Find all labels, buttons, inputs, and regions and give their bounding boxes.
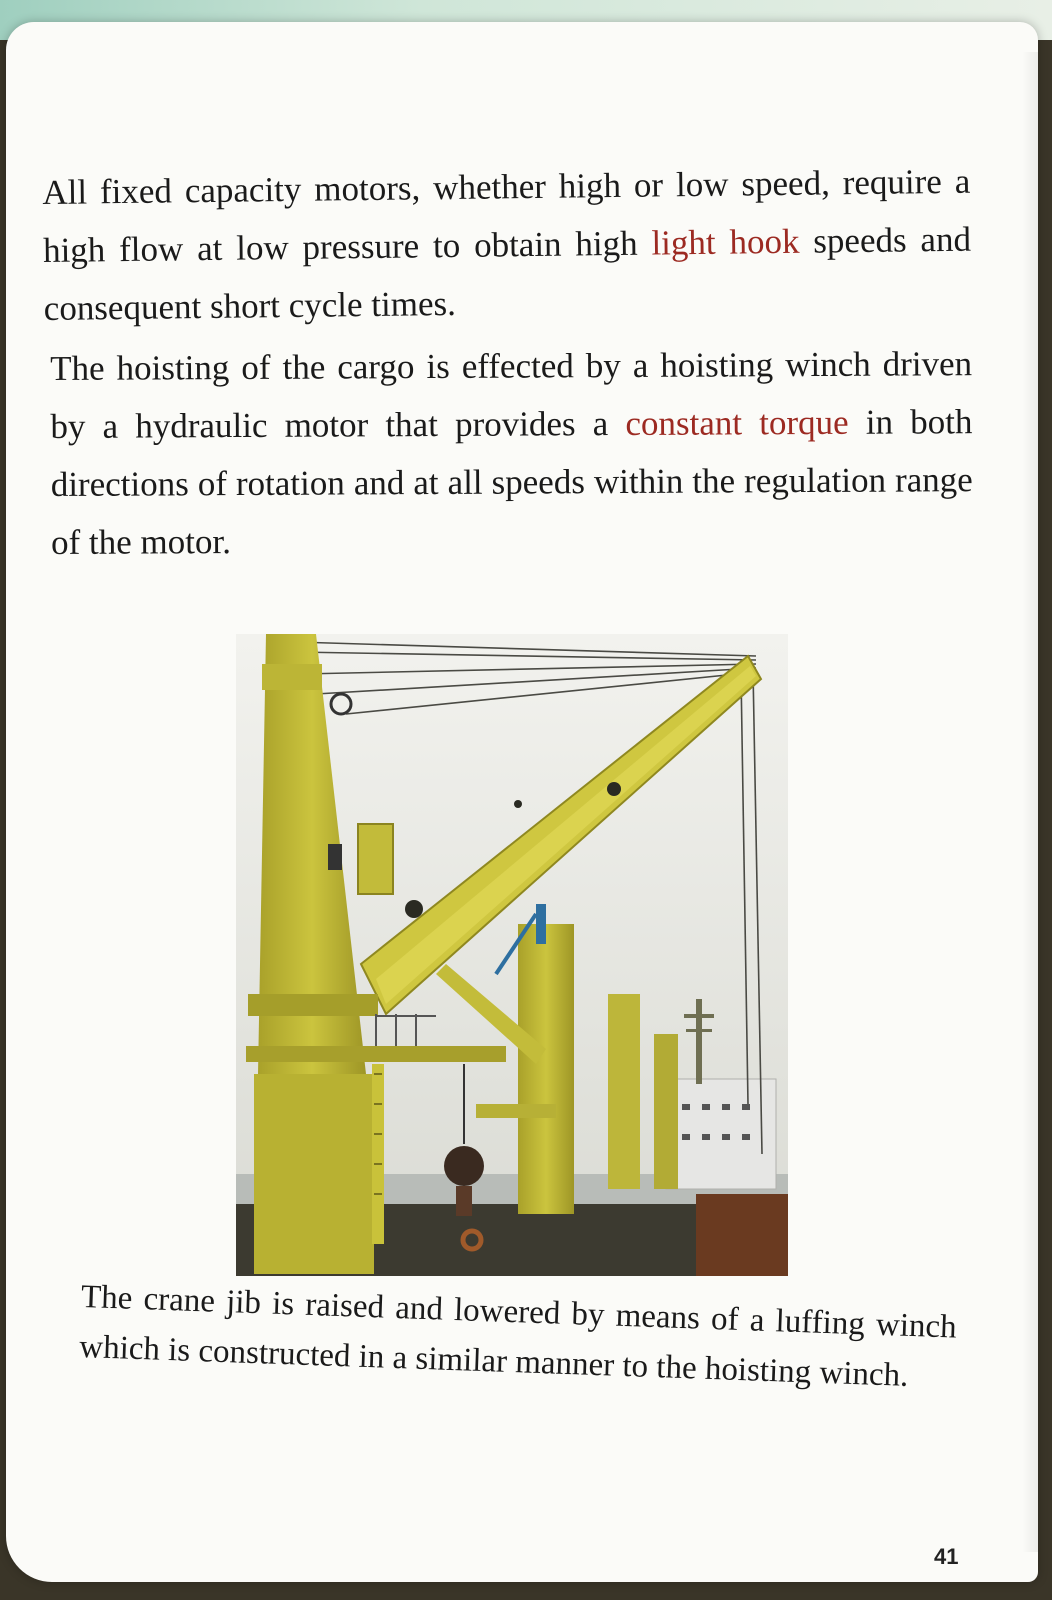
paragraph-text: in both directions of rotation and at all speeds within the regulation range of the motor. (50, 402, 973, 562)
highlight-term-constant-torque: constant torque (625, 402, 849, 443)
paragraph-text: speeds and consequent short cycle times. (43, 219, 972, 328)
highlight-term-light-hook: light hook (651, 221, 800, 263)
paragraph-fixed-capacity-motors (42, 153, 972, 338)
page-number: 41 (934, 1544, 959, 1569)
book-page (6, 22, 1038, 1582)
page-edge-shadow (1022, 52, 1038, 1552)
paragraph-hoisting-winch (50, 335, 973, 572)
photo-caption: The crane jib is raised and lowered by means of a luffing winch which is constructed in a similar manner to the hoisting winch. (78, 1278, 958, 1394)
deck-machinery (696, 1194, 788, 1276)
paragraph-text: The hoisting of the cargo is effected by a hoisting winch driven by a hydraulic motor that provides a (50, 344, 973, 446)
crane-illustration (236, 634, 788, 1276)
paragraph-text: All fixed capacity motors, whether high or low speed, require a high flow at low pressure to obtain high (42, 161, 971, 270)
crane-photo (236, 634, 788, 1276)
